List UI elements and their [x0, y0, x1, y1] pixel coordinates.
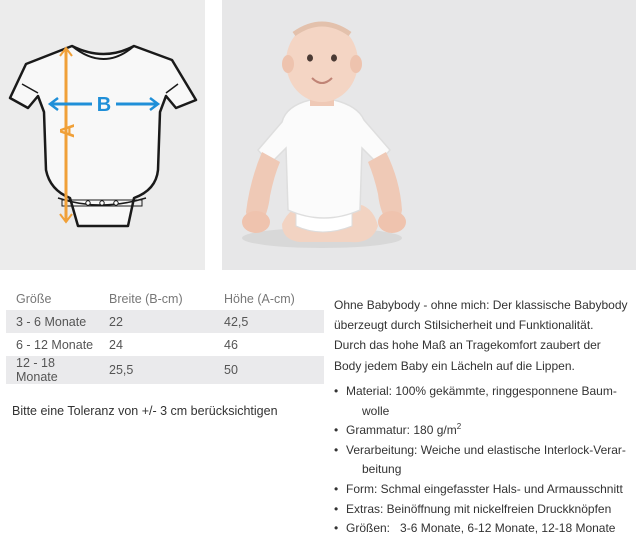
table-cell: 46: [224, 337, 238, 352]
table-header-cell: Breite (B-cm): [109, 291, 183, 306]
table-row: [6, 356, 324, 384]
table-cell: 3 - 6 Monate: [6, 310, 99, 333]
size-table: [6, 287, 324, 384]
table-row: [6, 310, 324, 333]
table-row: [6, 333, 324, 356]
feature-form: • Form: Schmal eingefasster Hals- und Armausschnitt: [334, 480, 640, 500]
baby-illustration: [222, 0, 636, 270]
table-header-cell: Größe: [16, 291, 52, 306]
label-a: A: [57, 123, 79, 138]
snap-button: [100, 201, 104, 205]
label-b: B: [96, 94, 112, 116]
feature-groessen: • Größen: 3-6 Monate, 6-12 Monate, 12-18 Monate: [334, 519, 640, 539]
table-cell: 12 - 18 Monate: [6, 356, 99, 384]
table-cell: 24: [109, 337, 123, 352]
feature-list: [334, 382, 640, 539]
feature-grammatur: • Grammatur: 180 $g/m^2$: [334, 421, 640, 441]
table-cell: 50: [214, 356, 324, 384]
description-line: Body jedem Baby ein Lächeln auf die Lippen.: [334, 358, 575, 373]
bodysuit-size-diagram: [0, 0, 205, 270]
baby-photo: [222, 0, 636, 270]
description-line: Durch das hohe Maß an Tragekomfort zaubert der: [334, 338, 601, 353]
tolerance-note: Bitte eine Toleranz von +/- 3 cm berücksichtigen: [12, 404, 278, 418]
feature-extras: • Extras: Beinöffnung mit nickelfreien Druckknöpfen: [334, 500, 640, 520]
product-description: [334, 295, 640, 376]
table-cell: 25,5: [99, 356, 214, 384]
white-bodysuit: [258, 100, 390, 218]
bodysuit-outline: [10, 46, 196, 226]
feature-material: • Material: 100% gekämmte, ringgesponnene Baum- wolle: [334, 382, 640, 421]
table-cell: 6 - 12 Monate: [16, 337, 94, 352]
table-cell: 22: [99, 310, 214, 333]
table-cell: 42,5: [214, 310, 324, 333]
feature-verarbeitung: • Verarbeitung: Weiche und elastische Interlock-Verar- beitung: [334, 441, 640, 480]
size-diagram-image: [0, 0, 205, 270]
description-line: Ohne Babybody - ohne mich: Der klassische Babybody: [334, 298, 628, 312]
table-header-cell: Höhe (A-cm): [224, 291, 295, 306]
description-line: überzeugt durch Stilsicherheit und Funktionalität.: [334, 318, 594, 333]
snap-button: [86, 201, 90, 205]
table-header-row: [6, 287, 324, 310]
snap-button: [114, 201, 118, 205]
